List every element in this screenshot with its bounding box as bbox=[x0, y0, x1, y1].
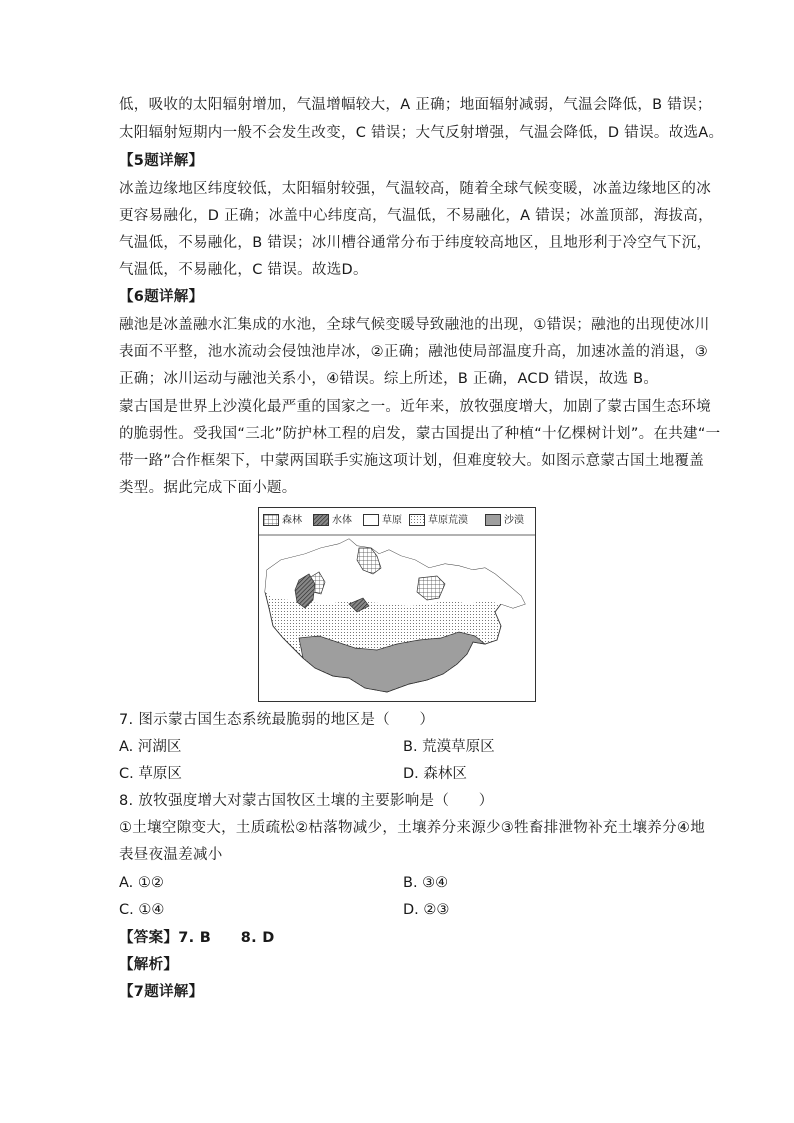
question-7-option-d: D. 森林区 bbox=[403, 766, 467, 782]
legend-water-label: 水体 bbox=[332, 515, 352, 526]
text-line-2: 太阳辐射短期内一般不会发生改变，C 错误；大气反射增强，气温会降低，D 错误。故选A。 bbox=[119, 125, 724, 141]
mongolia-land-cover-map bbox=[258, 507, 536, 702]
legend-desert bbox=[485, 514, 524, 528]
legend-water-swatch bbox=[313, 514, 329, 526]
legend-forest-swatch bbox=[263, 514, 279, 526]
legend-desert-steppe-label: 草原荒漠 bbox=[428, 515, 468, 526]
text-line-6: 气温低，不易融化，B 错误；冰川槽谷通常分布于纬度较高地区，且地形利于冷空气下沉， bbox=[119, 235, 712, 251]
text-line-10: 表面不平整，池水流动会侵蚀池岸冰，②正确；融池使局部温度升高，加速冰盖的消退，③ bbox=[119, 344, 708, 360]
text-line-11: 正确；冰川运动与融池关系小，④错误。综上所述，B 正确，ACD 错误，故选 B。 bbox=[119, 371, 659, 387]
legend-forest bbox=[263, 514, 302, 528]
question-8-option-a: A. ①② bbox=[119, 875, 164, 891]
legend-desert-swatch bbox=[485, 514, 501, 526]
legend-desert-label: 沙漠 bbox=[504, 515, 524, 526]
question-7-option-b: B. 荒漠草原区 bbox=[403, 739, 495, 755]
question-7-option-a: A. 河湖区 bbox=[119, 739, 182, 755]
legend-steppe bbox=[363, 514, 402, 528]
text-line-9: 融池是冰盖融水汇集成的水池，全球气候变暖导致融池的出现，①错误；融池的出现使冰川 bbox=[119, 317, 710, 333]
legend-steppe-swatch bbox=[363, 514, 379, 526]
question-7-stem: 7. 图示蒙古国生态系统最脆弱的地区是（ ） bbox=[119, 712, 435, 728]
text-line-4: 冰盖边缘地区纬度较低，太阳辐射较强，气温较高，随着全球气候变暖，冰盖边缘地区的冰 bbox=[119, 181, 711, 197]
question-8-option-d: D. ②③ bbox=[403, 902, 450, 918]
analysis-heading: 【解析】 bbox=[119, 957, 179, 973]
question-8-stem: 8. 放牧强度增大对蒙古国牧区土壤的主要影响是（ ） bbox=[119, 793, 494, 809]
legend-desert-steppe-swatch bbox=[409, 514, 425, 526]
text-line-15: 类型。据此完成下面小题。 bbox=[119, 480, 297, 496]
question-8-body-2: 表昼夜温差减小 bbox=[119, 847, 223, 863]
text-line-14: 带一路”合作框架下，中蒙两国联手实施这项计划，但难度较大。如图示意蒙古国土地覆盖 bbox=[119, 453, 705, 469]
legend-forest-label: 森林 bbox=[282, 515, 302, 526]
map-drawing bbox=[259, 508, 535, 701]
legend-steppe-label: 草原 bbox=[382, 515, 402, 526]
question-8-option-c: C. ①④ bbox=[119, 902, 165, 918]
question-8-body-1: ①土壤空隙变大，土质疏松②枯落物减少，土壤养分来源少③牲畜排泄物补充土壤养分④地 bbox=[119, 820, 705, 836]
question-8-option-b: B. ③④ bbox=[403, 875, 449, 891]
answer-line: 【答案】7. B 8. D bbox=[119, 930, 275, 946]
question-7-option-c: C. 草原区 bbox=[119, 766, 182, 782]
legend-desert-steppe bbox=[409, 514, 468, 528]
section-heading-7: 【7题详解】 bbox=[119, 984, 204, 1000]
section-heading-6: 【6题详解】 bbox=[119, 289, 204, 305]
text-line-12: 蒙古国是世界上沙漠化最严重的国家之一。近年来，放牧强度增大，加剧了蒙古国生态环境 bbox=[119, 399, 711, 415]
text-line-5: 更容易融化，D 正确；冰盖中心纬度高，气温低，不易融化，A 错误；冰盖顶部，海拔高， bbox=[119, 208, 713, 224]
legend-water bbox=[313, 514, 352, 528]
text-line-13: 的脆弱性。受我国“三北”防护林工程的启发，蒙古国提出了种植“十亿棵树计划”。在共建“一 bbox=[119, 426, 721, 442]
text-line-1: 低，吸收的太阳辐射增加，气温增幅较大，A 正确；地面辐射减弱，气温会降低，B 错误； bbox=[119, 97, 712, 113]
text-line-7: 气温低，不易融化，C 错误。故选D。 bbox=[119, 262, 368, 278]
section-heading-5: 【5题详解】 bbox=[119, 153, 204, 169]
